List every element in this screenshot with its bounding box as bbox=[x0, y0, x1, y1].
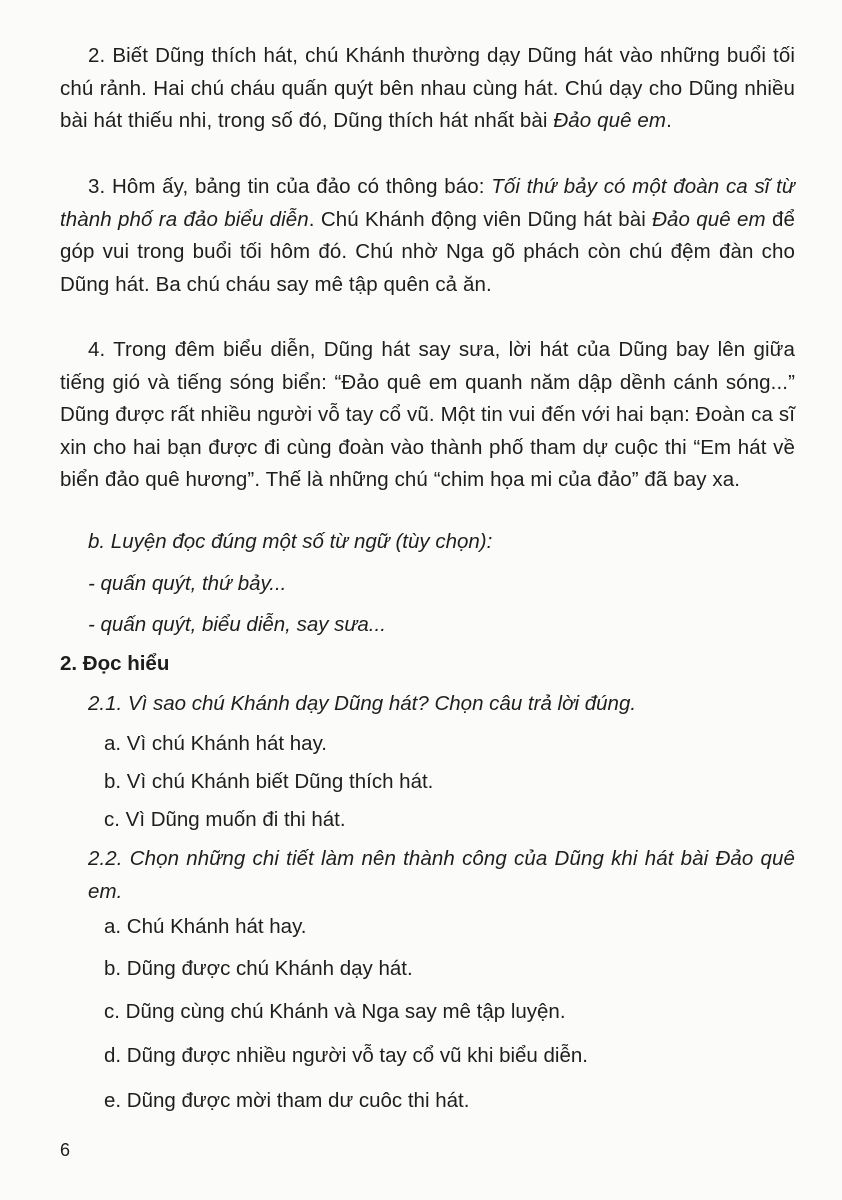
practice-line-1: - quấn quýt, thứ bảy... bbox=[88, 572, 287, 595]
q2-option-c: c. Dũng cùng chú Khánh và Nga say mê tập luyện. bbox=[104, 1000, 566, 1023]
story-paragraph-4: 4. Trong đêm biểu diễn, Dũng hát say sưa, lời hát của Dũng bay lên giữa tiếng gió và tiếng sóng biển: “Đảo quê em quanh năm dập dềnh cánh sóng...” Dũng được rất nhiều người vỗ tay cổ vũ. Một tin vui đến với hai bạn: Đoàn ca sĩ xin cho hai bạn được đi cùng đoàn vào thành phố tham dự cuộc thi “Em hát về biển đảo quê hương”. Thế là những chú “chim họa mi của đảo” đã bay xa. bbox=[60, 338, 795, 491]
q2-option-d: d. Dũng được nhiều người vỗ tay cổ vũ khi biểu diễn. bbox=[104, 1044, 588, 1067]
story-paragraph-2: 2. Biết Dũng thích hát, chú Khánh thường dạy Dũng hát vào những buổi tối chú rảnh. Hai chú cháu quấn quýt bên nhau cùng hát. Chú dạy cho Dũng nhiều bài hát thiếu nhi, trong số đó, Dũng thích hát nhất bài Đảo quê em. bbox=[60, 44, 795, 132]
question-2-2: 2.2. Chọn những chi tiết làm nên thành công của Dũng khi hát bài Đảo quê em. bbox=[88, 847, 795, 903]
q2-option-b: b. Dũng được chú Khánh dạy hát. bbox=[104, 957, 413, 980]
practice-line-2: - quấn quýt, biểu diễn, say sưa... bbox=[88, 613, 386, 636]
story-paragraph-3: 3. Hôm ấy, bảng tin của đảo có thông báo: Tối thứ bảy có một đoàn ca sĩ từ thành phố ra đảo biểu diễn. Chú Khánh động viên Dũng hát bài Đảo quê em để góp vui trong buổi tối hôm đó. Chú nhờ Nga gõ phách còn chú đệm đàn cho Dũng hát. Ba chú cháu say mê tập quên cả ăn. bbox=[60, 175, 795, 296]
page-number: 6 bbox=[60, 1140, 71, 1160]
section-heading: 2. Đọc hiểu bbox=[60, 652, 170, 675]
song-title: Đảo quê em bbox=[553, 109, 667, 132]
q1-option-b: b. Vì chú Khánh biết Dũng thích hát. bbox=[104, 770, 434, 793]
question-2-1: 2.1. Vì sao chú Khánh dạy Dũng hát? Chọn câu trả lời đúng. bbox=[88, 692, 637, 715]
q2-option-a: a. Chú Khánh hát hay. bbox=[104, 915, 307, 938]
song-title: Đảo quê em bbox=[652, 207, 766, 231]
q1-option-a: a. Vì chú Khánh hát hay. bbox=[104, 732, 327, 755]
q2-option-e: e. Dũng được mời tham dư cuôc thi hát. bbox=[104, 1089, 470, 1112]
island-notice: Tối thứ bảy có một đoàn ca sĩ từ thành phố ra đảo biểu diễn bbox=[60, 175, 795, 231]
q1-option-c: c. Vì Dũng muốn đi thi hát. bbox=[104, 808, 346, 831]
practice-title: b. Luyện đọc đúng một số từ ngữ (tùy chọn): bbox=[88, 530, 493, 553]
